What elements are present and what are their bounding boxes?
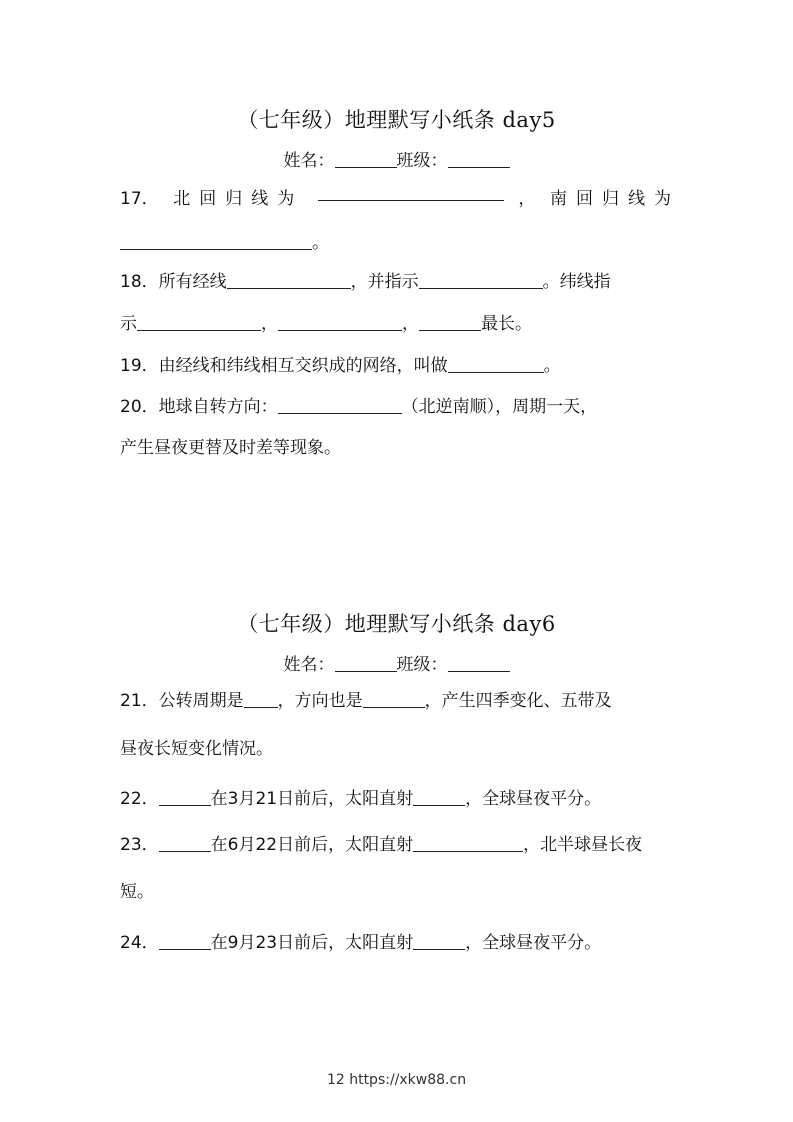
page-footer: 12 https://xkw88.cn [326, 1072, 467, 1088]
q17-line2 [120, 228, 680, 253]
class-label: 班级： [396, 151, 448, 171]
q24-blank-2[interactable] [413, 933, 465, 950]
q18-blank-5[interactable] [419, 314, 481, 331]
q24-text-c: ，全球昼夜平分。 [465, 933, 602, 953]
q20-blank[interactable] [278, 397, 402, 414]
name-blank[interactable] [335, 151, 397, 168]
q20-text-a: 20．地球自转方向： [120, 397, 278, 417]
q21-text-c: ，产生四季变化、五带及 [424, 691, 612, 711]
class-blank[interactable] [448, 151, 510, 168]
q19-text-b: 。 [543, 356, 561, 376]
class-blank[interactable] [448, 655, 510, 672]
q18-blank-4[interactable] [278, 314, 402, 331]
q22-text-b: 在3月21日前后，太阳直射 [210, 789, 414, 809]
name-blank[interactable] [335, 655, 397, 672]
q23-text-c: ，北半球昼长夜 [523, 835, 643, 855]
q23-line2: 短。 [120, 882, 154, 902]
q18-text-b: ，并指示 [350, 272, 419, 292]
q18-text-a: 18．所有经线 [120, 272, 227, 292]
q20-text-b: （北逆南顺），周期一天， [401, 397, 598, 417]
q17-line1 [120, 184, 680, 209]
q21-line2: 昼夜长短变化情况。 [120, 739, 273, 759]
day5-name-class-line [0, 146, 793, 171]
q17-comma: ， [518, 189, 536, 209]
q21-line1 [120, 686, 680, 711]
q24-line [120, 928, 680, 953]
q19-line [120, 351, 680, 376]
q23-blank-1[interactable] [159, 835, 211, 852]
day6-name-class-line [0, 650, 793, 675]
q22-line [120, 784, 680, 809]
q17-number: 17． [120, 189, 159, 209]
name-label: 姓名： [283, 151, 335, 171]
q20-line2: 产生昼夜更替及时差等现象。 [120, 438, 341, 458]
q17-text-a: 北回归线为 [173, 189, 304, 209]
q18-line1 [120, 267, 680, 292]
q23-number: 23． [120, 835, 159, 855]
q21-blank-1[interactable] [244, 691, 278, 708]
q18-text-d: 示 [120, 314, 137, 334]
q17-text-b: 南回归线为 [549, 189, 680, 209]
q22-number: 22． [120, 789, 159, 809]
q17-blank-2[interactable] [120, 233, 312, 250]
q24-number: 24． [120, 933, 159, 953]
q18-blank-1[interactable] [227, 272, 351, 289]
q18-comma-2: ， [402, 314, 419, 334]
q24-blank-1[interactable] [159, 933, 211, 950]
q23-text-b: 在6月22日前后，太阳直射 [210, 835, 414, 855]
q21-text-b: ，方向也是 [277, 691, 363, 711]
q21-blank-2[interactable] [363, 691, 425, 708]
q17-end: 。 [312, 233, 329, 253]
q18-blank-2[interactable] [419, 272, 543, 289]
name-label: 姓名： [283, 655, 335, 675]
q19-blank[interactable] [448, 356, 544, 373]
day5-title: （七年级）地理默写小纸条 day5 [237, 108, 556, 132]
q18-line2 [120, 309, 680, 334]
q18-blank-3[interactable] [137, 314, 261, 331]
q24-text-b: 在9月23日前后，太阳直射 [210, 933, 414, 953]
q22-blank-2[interactable] [413, 789, 465, 806]
q20-line1 [120, 392, 680, 417]
q18-comma-1: ， [261, 314, 278, 334]
q19-text-a: 19．由经线和纬线相互交织成的网络，叫做 [120, 356, 448, 376]
q23-line1 [120, 830, 680, 855]
q23-blank-2[interactable] [413, 835, 523, 852]
class-label: 班级： [396, 655, 448, 675]
q22-text-c: ，全球昼夜平分。 [465, 789, 602, 809]
q18-text-c: 。纬线指 [542, 272, 611, 292]
q21-text-a: 21．公转周期是 [120, 691, 244, 711]
q22-blank-1[interactable] [159, 789, 211, 806]
q17-blank-1[interactable] [318, 184, 504, 201]
q18-text-g: 最长。 [481, 314, 532, 334]
day6-title: （七年级）地理默写小纸条 day6 [237, 612, 556, 636]
